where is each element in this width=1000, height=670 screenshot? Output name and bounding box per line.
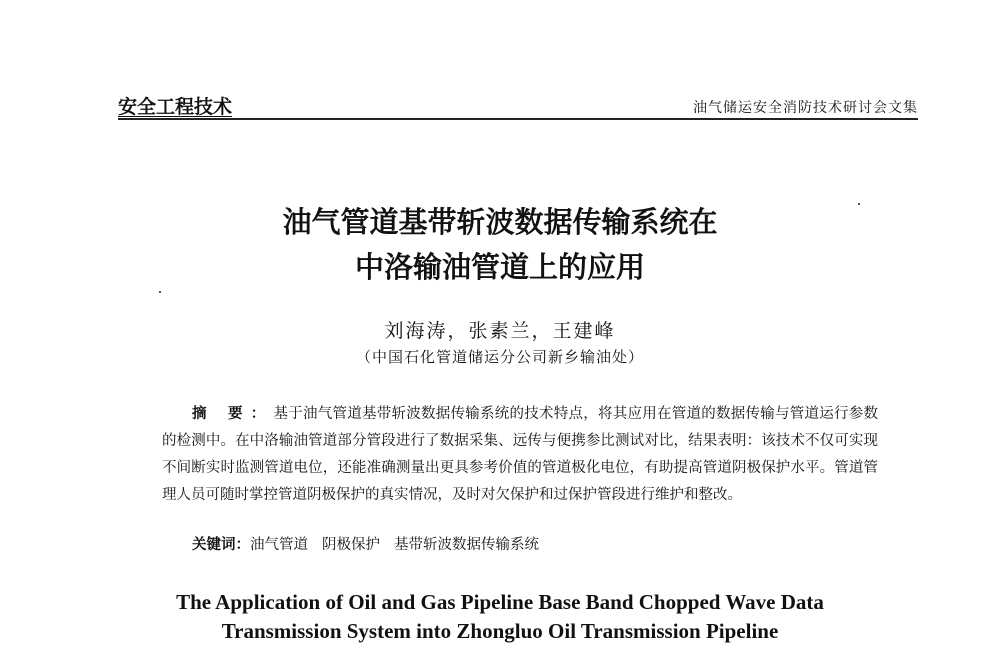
abstract: [162, 401, 878, 509]
keyword: 油气管道: [250, 537, 308, 553]
scan-speck: [159, 291, 161, 293]
authors: 刘海涛，张素兰，王建峰: [384, 320, 616, 342]
paper-title-line-1: 油气管道基带斩波数据传输系统在: [282, 205, 718, 239]
english-title-line-1: The Application of Oil and Gas Pipeline Base Band Chopped Wave Data: [176, 590, 824, 614]
keyword: 阴极保护: [322, 537, 380, 553]
keywords-label: 关键词：: [192, 537, 250, 553]
running-header-section: 安全工程技术: [118, 96, 233, 118]
keywords: [192, 533, 553, 554]
affiliation: （中国石化管道储运分公司新乡输油处）: [355, 348, 644, 366]
english-title-line-2: Transmission System into Zhongluo Oil Transmission Pipeline: [221, 619, 779, 643]
paper-title-line-2: 中洛输油管道上的应用: [354, 250, 645, 284]
header-rule: [118, 118, 918, 120]
scan-speck: [858, 203, 860, 205]
abstract-text: 基于油气管道基带斩波数据传输系统的技术特点，将其应用在管道的数据传输与管道运行参数的检测中。在中洛输油管道部分管段进行了数据采集、远传与便携参比测试对比，结果表明：该技术不仅可实现不间断实时监测管道电位，还能准确测量出更具参考价值的管道极化电位，有助提高管道阴极保护水平。管道管理人员可随时掌控管道阴极保护的真实情况，及时对欠保护和过保护管段进行维护和整改。: [162, 406, 878, 503]
running-header-collection: 油气储运安全消防技术研讨会文集: [693, 100, 918, 116]
keyword: 基带斩波数据传输系统: [394, 537, 539, 553]
abstract-label: 摘 要：: [192, 406, 274, 422]
